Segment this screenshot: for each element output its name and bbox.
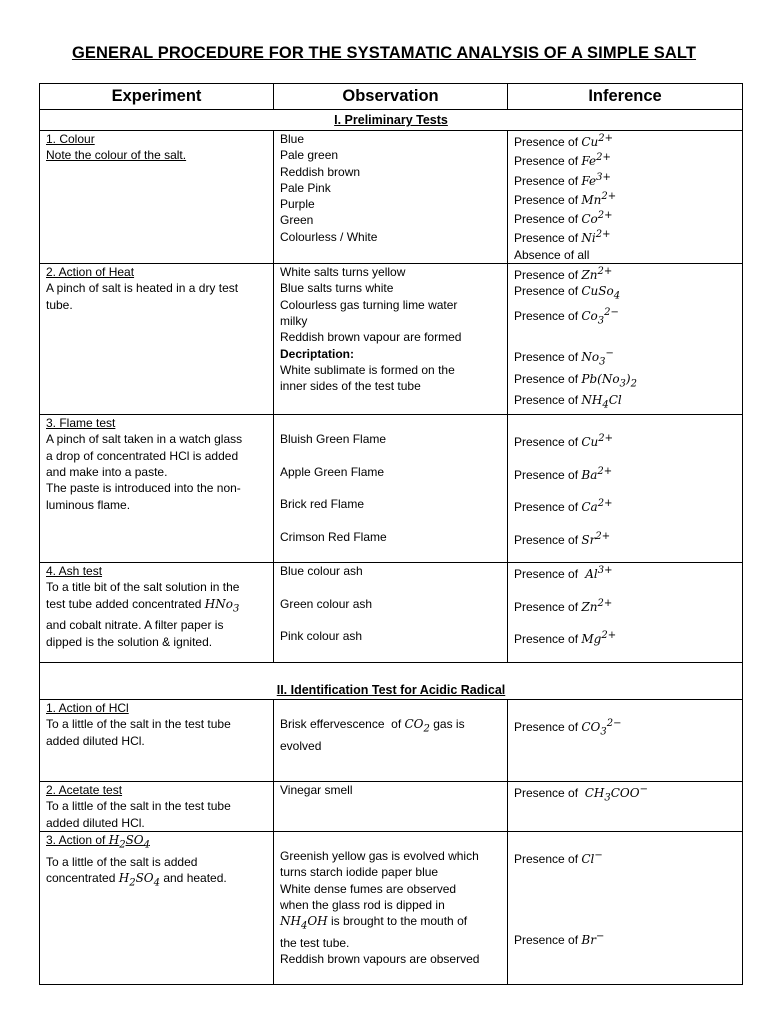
observation-cell bbox=[274, 832, 508, 985]
inference-line: Presence of $Mn^{2+}$ bbox=[514, 190, 617, 207]
inference-cell bbox=[508, 264, 743, 415]
inference-line: Presence of $Sr^{2+}$ bbox=[514, 531, 611, 548]
inference-line: Presence of CuSo$_4$ bbox=[514, 284, 621, 302]
observation-line: $NH_4OH$ is brought to the mouth of bbox=[280, 914, 468, 932]
experiment-desc: and cobalt nitrate. A filter paper is bbox=[46, 618, 224, 633]
inference-line: Presence of $Co_3^{2-}$ bbox=[514, 307, 619, 327]
observation-line: Green bbox=[280, 213, 314, 228]
table-row bbox=[40, 131, 743, 264]
table-row bbox=[40, 832, 743, 985]
table-row bbox=[40, 700, 743, 782]
observation-line: Vinegar smell bbox=[280, 783, 353, 798]
observation-line: Bluish Green Flame bbox=[280, 432, 387, 447]
observation-line: turns starch iodide paper blue bbox=[280, 865, 439, 880]
experiment-desc: To a little of the salt in the test tube bbox=[46, 717, 231, 732]
experiment-cell bbox=[40, 782, 274, 832]
observation-line: Purple bbox=[280, 197, 315, 212]
table-row bbox=[40, 415, 743, 563]
section-row bbox=[40, 110, 743, 131]
inference-line: Presence of $Co^{2+}$ bbox=[514, 210, 613, 227]
experiment-desc: test tube added concentrated HNo$_3$ bbox=[46, 596, 240, 615]
experiment-cell bbox=[40, 832, 274, 985]
experiment-title: 4. Ash test bbox=[46, 564, 103, 579]
experiment-desc: A pinch of salt is heated in a dry test tube. bbox=[46, 281, 239, 312]
experiment-title: 1. Colour bbox=[46, 132, 95, 146]
experiment-desc: and make into a paste. bbox=[46, 465, 168, 479]
observation-line: the test tube. bbox=[280, 935, 350, 950]
inference-line: Presence of $Ba^{2+}$ bbox=[514, 465, 613, 482]
observation-line: Colourless gas turning lime water bbox=[280, 297, 458, 312]
section-row bbox=[40, 663, 743, 700]
experiment-desc: A pinch of salt taken in a watch glass bbox=[46, 432, 243, 447]
inference-line: Presence of $Cu^{2+}$ bbox=[514, 133, 614, 149]
observation-line: Pale Pink bbox=[280, 180, 331, 195]
inference-line: Presence of Cl− bbox=[514, 850, 603, 867]
inference-line: Presence of $Fe^{2+}$ bbox=[514, 152, 611, 169]
experiment-desc: luminous flame. bbox=[46, 497, 131, 512]
inference-line bbox=[514, 330, 736, 346]
inference-line: Presence of $CO_3^{2-}$ bbox=[514, 718, 622, 738]
section-title: I. Preliminary Tests bbox=[334, 112, 448, 127]
observation-line: White salts turns yellow bbox=[280, 265, 406, 280]
inference-line: Presence of $Ni^{2+}$ bbox=[514, 229, 611, 246]
observation-line: Colourless / White bbox=[280, 229, 378, 244]
inference-line: Presence of $Fe^{3+}$ bbox=[514, 171, 611, 188]
experiment-desc: To a little of the salt in the test tube bbox=[46, 799, 231, 814]
experiment-desc: The paste is introduced into the non- bbox=[46, 481, 241, 496]
observation-line: White dense fumes are observed bbox=[280, 881, 457, 896]
observation-line: Greenish yellow gas is evolved which bbox=[280, 849, 479, 864]
observation-line: Pink colour ash bbox=[280, 629, 363, 644]
inference-cell bbox=[508, 415, 743, 563]
observation-cell bbox=[274, 131, 508, 264]
inference-cell bbox=[508, 832, 743, 985]
experiment-desc: a drop of concentrated HCl is added bbox=[46, 448, 239, 463]
observation-line: Reddish brown vapours are observed bbox=[280, 952, 480, 967]
table-row bbox=[40, 563, 743, 663]
inference-line: Presence of $Pb(No_3)_2$ bbox=[514, 371, 637, 390]
inference-cell bbox=[508, 700, 743, 782]
analysis-table bbox=[39, 83, 743, 985]
inference-cell bbox=[508, 563, 743, 663]
observation-line: Blue colour ash bbox=[280, 564, 363, 579]
observation-line: Green colour ash bbox=[280, 596, 373, 611]
experiment-title: 2. Acetate test bbox=[46, 783, 123, 798]
experiment-title: 3. Action of $H_2SO_4$ bbox=[46, 833, 150, 851]
inference-line: Presence of $Al^{3+}$ bbox=[514, 565, 613, 582]
observation-line: Decriptation: bbox=[280, 346, 355, 361]
inference-line: Presence of $No_3^-$ bbox=[514, 348, 614, 368]
observation-line: Brick red Flame bbox=[280, 497, 365, 512]
experiment-cell bbox=[40, 415, 274, 563]
observation-line: evolved bbox=[280, 738, 322, 753]
observation-cell bbox=[274, 700, 508, 782]
observation-line: Brisk effervescence of $CO_2$ gas is bbox=[280, 717, 465, 735]
observation-line: Apple Green Flame bbox=[280, 464, 385, 479]
observation-line: Reddish brown bbox=[280, 164, 361, 179]
experiment-title: 1. Action of HCl bbox=[46, 701, 129, 716]
experiment-cell bbox=[40, 700, 274, 782]
experiment-desc: concentrated $H_2SO_4$ and heated. bbox=[46, 871, 227, 889]
inference-line: Presence of $Zn^{2+}$ bbox=[514, 266, 613, 283]
inference-line: Presence of $Ca^{2+}$ bbox=[514, 498, 613, 515]
observation-line: milky bbox=[280, 313, 308, 328]
observation-cell bbox=[274, 415, 508, 563]
observation-line: Pale green bbox=[280, 148, 339, 163]
section-title: II. Identification Test for Acidic Radical bbox=[276, 682, 506, 697]
inference-line: Presence of $Zn^{2+}$ bbox=[514, 597, 613, 614]
experiment-desc: dipped is the solution & ignited. bbox=[46, 634, 213, 649]
header-experiment: Experiment bbox=[40, 84, 274, 110]
observation-cell bbox=[274, 264, 508, 415]
experiment-desc: To a little of the salt is added bbox=[46, 854, 198, 869]
header-inference: Inference bbox=[508, 84, 743, 110]
experiment-title: 2. Action of Heat bbox=[46, 265, 135, 280]
experiment-desc: added diluted HCl. bbox=[46, 815, 145, 830]
observation-line: Reddish brown vapour are formed bbox=[280, 330, 462, 345]
experiment-cell bbox=[40, 563, 274, 663]
header-observation: Observation bbox=[274, 84, 508, 110]
experiment-desc: Note the colour of the salt. bbox=[46, 148, 187, 163]
inference-line: Presence of Br− bbox=[514, 931, 605, 948]
observation-cell bbox=[274, 563, 508, 663]
observation-cell bbox=[274, 782, 508, 832]
inference-line: Presence of $Cu^{2+}$ bbox=[514, 433, 614, 450]
table-row bbox=[40, 782, 743, 832]
observation-line: when the glass rod is dipped in bbox=[280, 898, 445, 912]
header-row bbox=[40, 84, 743, 110]
observation-line: Blue salts turns white bbox=[280, 281, 394, 296]
inference-cell bbox=[508, 131, 743, 264]
inference-cell bbox=[508, 782, 743, 832]
inference-line: Absence of all bbox=[514, 247, 590, 262]
inference-line: Presence of $NH_4Cl$ bbox=[514, 393, 622, 411]
experiment-title: 3. Flame test bbox=[46, 416, 116, 431]
inference-line: Presence of $Mg^{2+}$ bbox=[514, 630, 617, 647]
experiment-cell bbox=[40, 131, 274, 264]
observation-line: White sublimate is formed on the bbox=[280, 362, 455, 377]
experiment-desc: To a title bit of the salt solution in the bbox=[46, 580, 240, 595]
document-title: GENERAL PROCEDURE FOR THE SYSTAMATIC ANALYSIS OF A SIMPLE SALT bbox=[71, 44, 697, 62]
table-row bbox=[40, 264, 743, 415]
observation-line: inner sides of the test tube bbox=[280, 379, 421, 394]
experiment-desc: added diluted HCl. bbox=[46, 733, 145, 748]
observation-line: Crimson Red Flame bbox=[280, 530, 387, 545]
inference-line: Presence of $CH_3COO^-$ bbox=[514, 784, 648, 804]
observation-line: Blue bbox=[280, 132, 305, 146]
experiment-cell bbox=[40, 264, 274, 415]
